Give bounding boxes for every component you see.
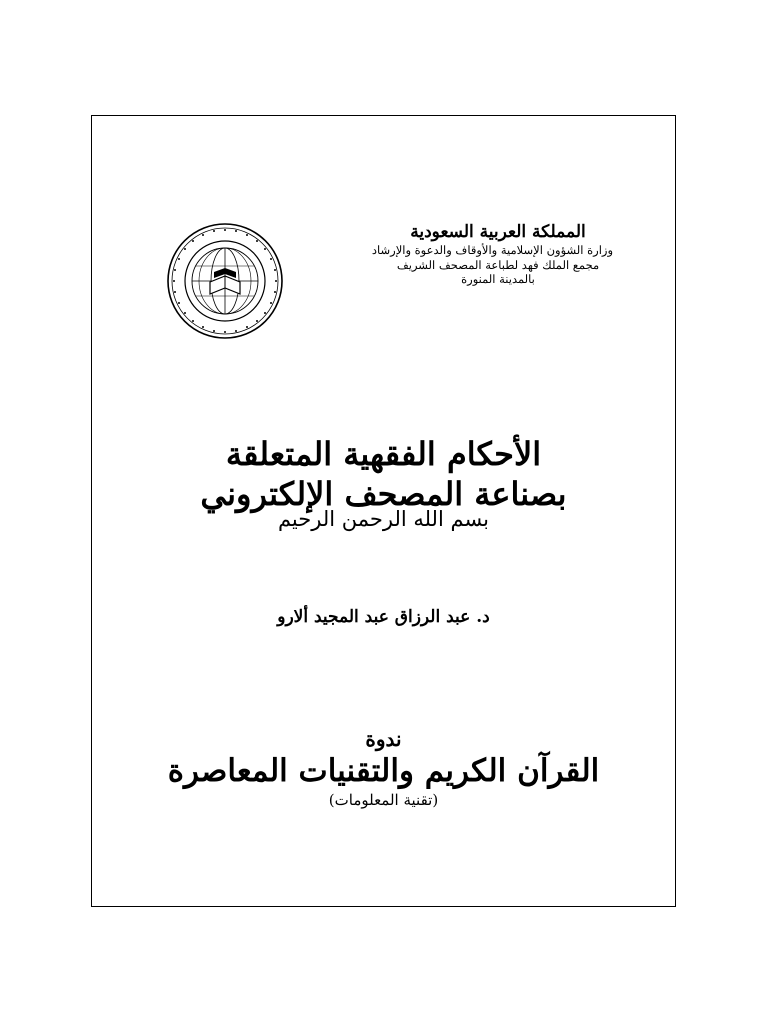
page-border <box>91 115 676 907</box>
city-name: بالمدينة المنورة <box>461 272 535 286</box>
title-line-2: بصناعة المصحف الإلكتروني <box>200 475 567 513</box>
author-name: د. عبد الرزاق عبد المجيد ألارو <box>277 607 490 627</box>
kingdom-name: المملكة العربية السعودية <box>410 222 586 242</box>
symposium-subtitle: (تقنية المعلومات) <box>328 791 439 810</box>
symposium-title: القرآن الكريم والتقنيات المعاصرة <box>167 753 600 789</box>
complex-name: مجمع الملك فهد لطباعة المصحف الشريف <box>396 257 600 272</box>
basmala: بسم الله الرحمن الرحيم <box>277 507 490 531</box>
symposium-block <box>92 727 675 811</box>
symposium-label: ندوة <box>365 727 402 751</box>
document-title <box>92 434 675 531</box>
title-line-1: الأحكام الفقهية المتعلقة <box>225 435 542 473</box>
ministry-name: وزارة الشؤون الإسلامية والأوقاف والدعوة والإرشاد <box>371 243 613 258</box>
header-institution <box>371 222 613 286</box>
institution-seal-icon <box>166 222 284 340</box>
